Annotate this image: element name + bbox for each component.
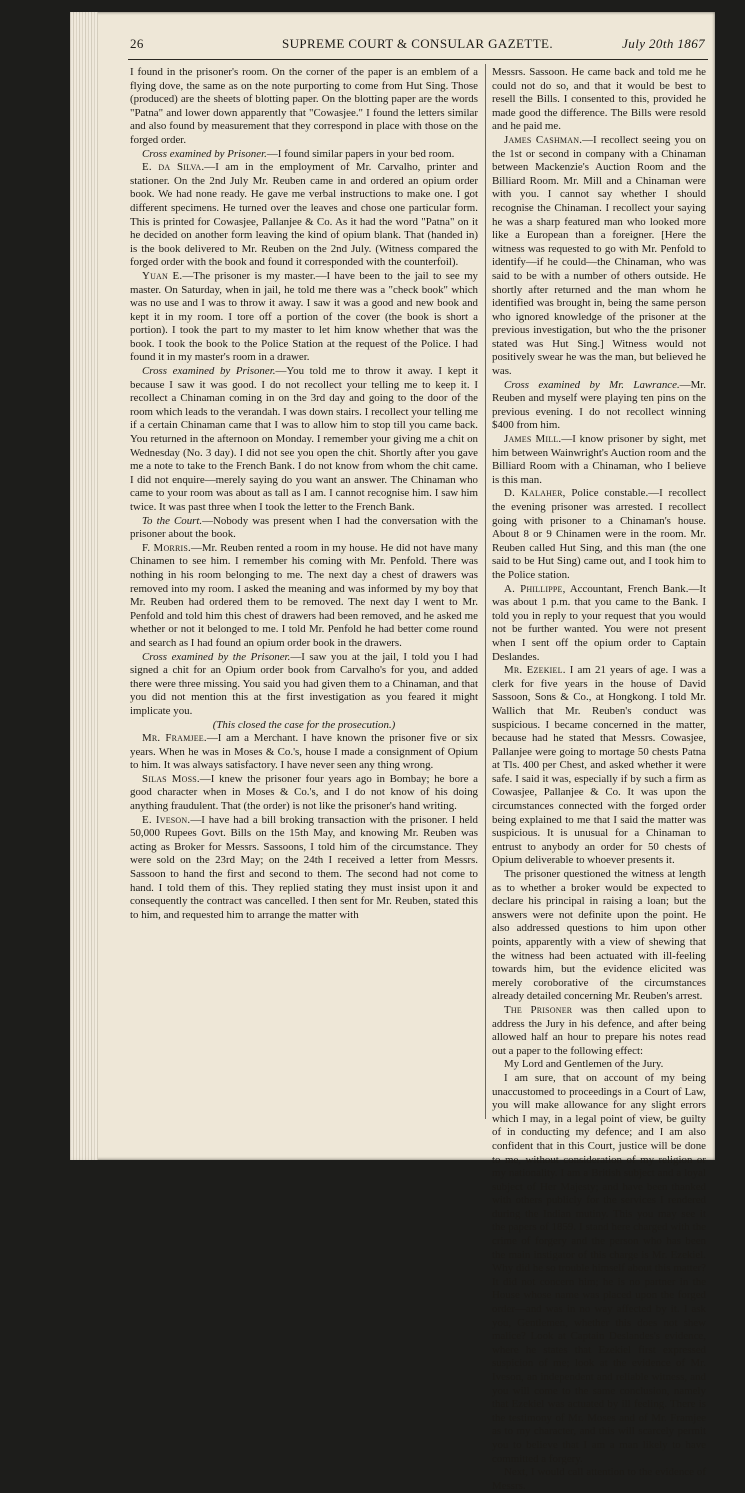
witness-name: Yuan E. — [142, 269, 183, 282]
witness-name: James Mill. — [504, 433, 562, 446]
paragraph-text: —The prisoner is my master.—I have been to the jail to see my master. On Saturday, when in jail, he told me there was a "check book" which was no use and I was to throw it away. I saw it was a good and new book and kept it in my room. I tore off a portion of the cover (the book is short a portion). I took the part to my master to let him know whether that was the book. I took the book to the Police Station at the request of the Police. I had found it in my master's room in a drawer. — [130, 269, 478, 364]
paragraph — [492, 1072, 706, 1466]
paragraph — [130, 161, 478, 270]
witness-name: Silas Moss. — [142, 772, 200, 785]
publication-title: SUPREME COURT & CONSULAR GAZETTE. — [281, 36, 554, 51]
witness-name: Mr. Ezekiel. — [504, 664, 566, 677]
paragraph-text: —I recollect seeing you on the 1st or second in company with a Chinaman between Mackenzie's Auction Room and the Billiard Room. Mr. Mill and a Chinaman were with you. I cannot say whether I should recognise the Chinaman. I recollect your saying he was a sharp featured man who looked more like a European than a foreigner. [Here the witness was requested to go with Mr. Penfold to identify—if he could—the Chinaman, who was said to be with a number of others outside. He shortly after returned and the man whom he identified was brought in, being the same person who ignored knowledge of the prisoner at the previous investigation, but who the the prisoner stated was Hut Sing.] Witness would not positively swear he was the man, but believed he was. — [492, 133, 706, 378]
paragraph — [130, 270, 478, 365]
witness-name: D. Kalaher, — [504, 487, 566, 500]
paragraph — [492, 379, 706, 433]
paragraph — [130, 365, 478, 515]
paragraph-text: —I knew the prisoner four years ago in Bombay; he bore a good character when in Moses & Co.'s, and I do not know of his doing anything fraudulent. That (the order) is not like the prisoner's hand writing. — [130, 772, 478, 813]
examination-heading: Cross examined by Prisoner. — [142, 365, 276, 378]
paragraph — [130, 66, 478, 148]
paragraph — [130, 719, 478, 733]
binding-edge — [70, 12, 98, 1160]
paragraph-text: —Mr. Reuben rented a room in my house. He did not have many Chinamen to see him. I remember his coming with Mr. Penfold. There was nothing in his room belonging to me. The next day a chest of drawers was removed into my room. I asked the meaning and was informed by my boy that Mr. Reuben had ordered them to be removed. The next day I went to Mr. Penfold and told him this chest of drawers had been removed, and he asked me whether or not it belonged to me. I told Mr. Penfold he had better come round and search as I had found an opium order book in the drawers. — [130, 541, 478, 649]
paragraph-text: I am sure, that on account of my being unaccustomed to proceedings in a Court of Law, you will make allowance for any slight errors which I may, in a legal point of view, be guilty of in conducting my defence; and I am also confident that in this Court, justice will be done to me, without consideration of my religion or my nationality. I am a British subject and a loyal subject of Her Majesty; and have been thanked with others publicly for the services I rendered during the Indian mutiny. This you may see it the papers of 1859. I stand here charged with the crime of forgery and the person who has been the main instigator of this charge is Mr. Ezekiel. Why did he so trouble himself about this matter? It did not concern him; he is no partner in the House whose name was placed upon the forged order—and was in no way affected by it. I ask you, Gentlemen, whether this does not shew malice? Look at Captain Deslandes's evidence, where he states that Ezekiel first expressed suspicion of me; look at the evidence of Mr. Iveson, an independent and reliable witness, and you will come to the same conclusion, namely that Ezekiel was actuated by ill feeling. There is the testimony of Mr. Moses and of Mr. Framjee as to my character, and this will scarcely permit you to believe that I am a man likely to have committed a forgery. — [492, 1071, 706, 1465]
page-number: 26 — [130, 36, 144, 51]
paragraph-text: —I am in the employment of Mr. Carvalho, printer and stationer. On the 2nd July Mr. Reuben came in and ordered an opium order book. We had none ready. He gave me verbal instructions to make one. I got different specimens. He turned over the leaves and chose one particular form. This is printed for Cowasjee, Pallanjee & Co. As it had the word "Patna" on it he decided on another form leaving the kind of opium blank. That (handed in) is the book delivered to Mr. Reuben on the 2nd July. (Witness compared the forged order with the book and found it corresponded with the counterfoil). — [130, 161, 478, 269]
witness-name: E. Iveson. — [142, 813, 191, 826]
running-header — [130, 36, 705, 56]
witness-name: E. da Silva. — [142, 161, 205, 174]
paragraph-text: —I found similar papers in your bed room. — [266, 147, 455, 160]
paragraph — [492, 1058, 706, 1072]
paragraph-text: —I saw you at the jail, I told you I had signed a chit for an Opium order book from Carvalho's for you, and added there were three missing. You said you had given them to a Chinaman, and that you did not mention this at the first investigation as you feared it might implicate you. — [130, 650, 478, 717]
left-column — [130, 66, 478, 922]
paragraph — [130, 651, 478, 719]
examination-heading: To the Court. — [142, 514, 203, 527]
paragraph-text: I am 21 years of age. I was a clerk for five years in the house of David Sassoon, Sons & Co., at Hongkong. I told Mr. Wallich that Mr. Reuben's conduct was suspicious. I became concerned in the matter, because had he stated that Messrs. Cowasjee, Pallanjee were going to mortage 50 chests Patna at Tls. 400 per Chest, and asked whether it were safe. I said it was, especially if by such a firm as Cowasjee, Pallanjee & Co. It was upon the circumstances connected with the forged order being explained to me that I said the matter was suspicious. It is unusual for a Chinaman to entrust to anybody an order for 50 chests of Opium deliverable to whoever presents it. — [492, 664, 707, 867]
paragraph-text: —I know prisoner by sight, met him between Wainwright's Auction room and the Billiard Room with a Chinaman, who I believe is this man. — [492, 433, 706, 486]
paragraph — [492, 487, 706, 582]
paragraph-text: My Lord and Gentlemen of the Jury. — [504, 1058, 664, 1071]
paragraph-text: Police constable.—I recollect the evening prisoner was arrested. I recollect going with prisoner to a Chinaman's house. About 8 or 9 Chinamen were in the room. Mr. Reuben called Hut Sing, and this man (the one said to be Hut Sing) came out, and I took him to the Police station. — [492, 487, 706, 581]
newspaper-page — [70, 12, 715, 1492]
issue-date: July 20th 1867 — [622, 36, 705, 51]
header-rule — [128, 59, 708, 60]
witness-name: Mr. Framjee. — [142, 732, 207, 745]
paragraph — [492, 134, 706, 379]
paragraph — [130, 542, 478, 651]
paragraph-text: Messrs. Sassoon. He came back and told me he could not do so, and that it would be best to resell the Bills. I consented to this, provided he made good the difference. The Bills were resold and he paid me. — [492, 66, 706, 133]
paragraph-text: I found in the prisoner's room. On the corner of the paper is an emblem of a flying dove, the same as on the note purporting to come from Hut Sing. Those (produced) are the sheets of blotting paper. On the blotting paper are the words "Patna" and lower down apparently that "Cowasjee." I found the letters similar and also found by measurement that they correspond in place with those on the forged order. — [130, 66, 478, 146]
paragraph — [492, 433, 706, 487]
witness-name: The Prisoner — [504, 1003, 573, 1016]
paragraph — [492, 664, 706, 868]
examination-heading: Cross examined by Mr. Lawrance. — [504, 378, 680, 391]
procedural-note: (This closed the case for the prosecution.) — [212, 718, 396, 731]
right-column — [492, 66, 706, 1493]
column-divider — [485, 64, 486, 1119]
paragraph — [130, 515, 478, 542]
examination-heading: Cross examined by Prisoner. — [142, 147, 267, 160]
paragraph — [130, 814, 478, 923]
paragraph-text: —I am a Merchant. I have known the prisoner five or six years. When he was in Moses & Co.'s, house I made a consignment of Opium to him. It was always satisfactory. I have never seen any thing wrong. — [130, 732, 478, 772]
paragraph — [130, 773, 478, 814]
witness-name: James Cashman. — [504, 133, 583, 146]
paragraph-text: —I have had a bill broking transaction with the prisoner. I held 50,000 Rupees Govt. Bills on the 15th May, and knowing Mr. Reuben was acting as Broker for Messrs. Sassoons, I told him of the circumstance. They were sold on the 23rd May; on the 24th I received a letter from Messrs. Sassoon to hand the first and second to them. The second had not come to hand. I told them of this. They replied stating they must insist upon it and consequently the contract was cancelled. I then sent for Mr. Reuben, stated this to him, and requested him to arrange the matter with — [130, 813, 478, 921]
paragraph — [492, 1466, 706, 1493]
paragraph — [492, 1004, 706, 1058]
paragraph — [492, 868, 706, 1004]
witness-name: F. Morris. — [142, 541, 191, 554]
examination-heading: Cross examined by the Prisoner. — [142, 650, 291, 663]
paragraph-text: was then called upon to address the Jury in his defence, and after being allowed half an hour to prepare his notes read out a paper to the following effect: — [492, 1003, 706, 1057]
paragraph — [130, 148, 478, 162]
paragraph-text: —Nobody was present when I had the conversation with the prisoner about the book. — [130, 514, 478, 541]
paragraph-text: —Mr. Reuben and myself were playing ten pins on the previous evening. I do not recollect winning $400 from him. — [492, 378, 706, 432]
paragraph-text: The prisoner questioned the witness at length as to whether a broker would be expected to declare his principal in raising a loan; but the answers were not definite upon the point. He also addressed questions to him upon other points, apparently with a view of shewing that the witness had been actuated with ill-feeling towards him, but the evidence elicited was merely coroborative of the circumstances already detailed concerning Mr. Reuben's arrest. — [492, 868, 706, 1003]
paragraph-text: —You told me to throw it away. I kept it because I saw it was good. I do not recollect your telling me to keep it. I recollect a Chinaman coming in on the 3rd day and going to the door of the room which leads to the verandah. I was down stairs. I recollect your telling me if a certain Chinaman came that I was to allow him to stop till you came back. You returned in the afternoon on Monday. I remember your giving me a chit on Wednesday (No. 3 day). I did not see you open the chit. Shortly after you gave me a note to take to the French Bank. I do not know from whom the chit came. I did not enquire—merely saying do you want an answer. The Chinaman who came to your room was about as tall as I am. I cannot recognise him. I saw him twice. It was past three when I took the letter to the French Bank. — [130, 365, 478, 513]
paragraph-text: Accountant, French Bank.—It was about 1 p.m. that you came to the Bank. I told you in reply to your request that you would not be further wanted. You were not present when I sent off the opium order to Captain Deslandes. — [492, 582, 707, 663]
paragraph — [492, 66, 706, 134]
witness-name: A. Phillippe, — [504, 582, 566, 595]
paragraph — [130, 732, 478, 773]
paragraph-text: Next, I would call attention to the evidence of Messrs. — [492, 1466, 706, 1492]
paragraph — [492, 583, 706, 665]
